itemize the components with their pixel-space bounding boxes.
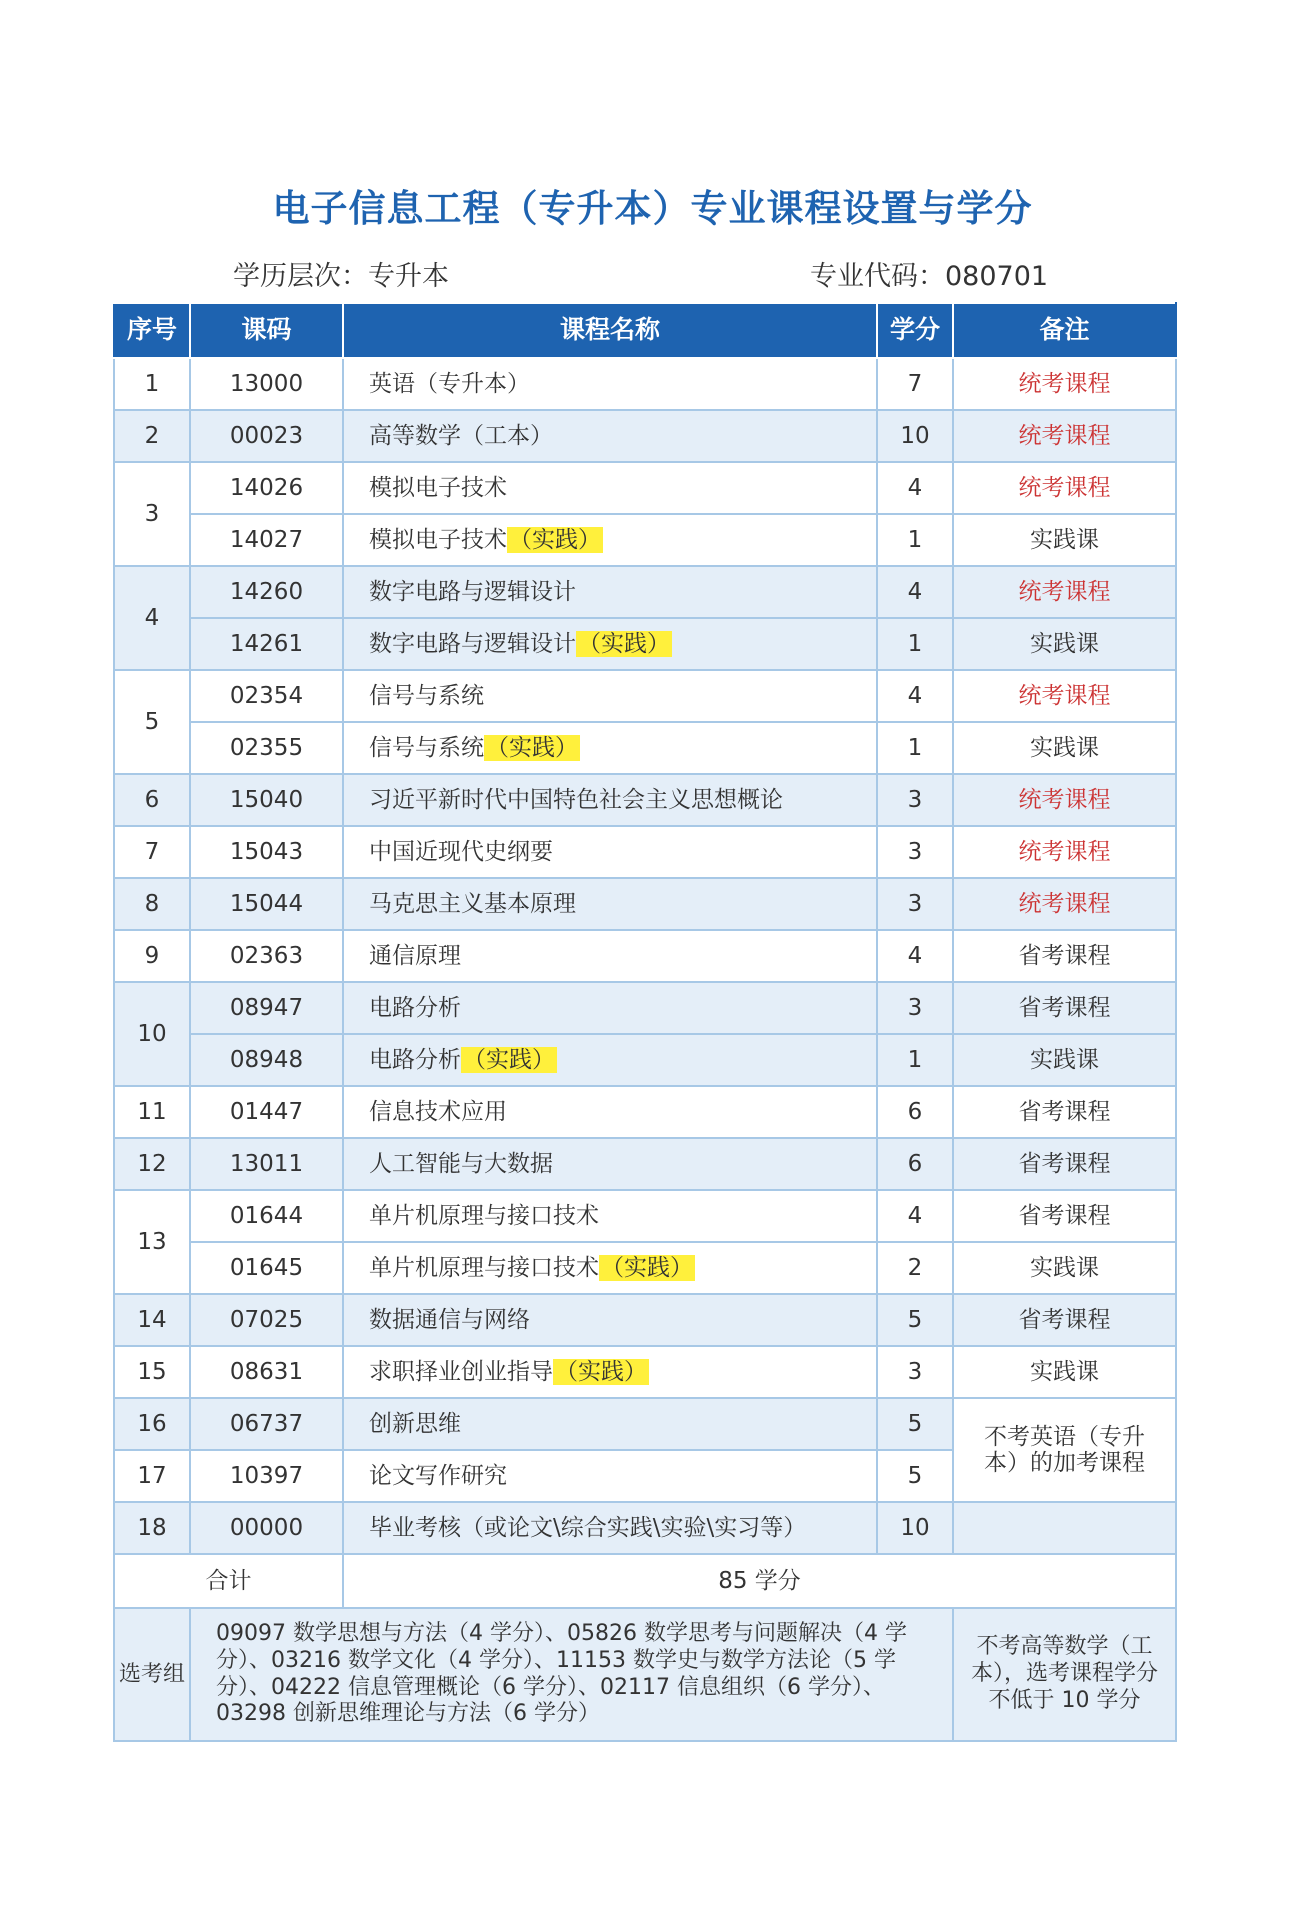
code-cell: 02363 [190, 930, 343, 982]
course-name-cell [343, 670, 877, 722]
course-name: 电路分析 [369, 1046, 461, 1073]
code-cell: 14261 [190, 618, 343, 670]
note-cell: 省考课程 [953, 930, 1176, 982]
credit-cell: 3 [877, 774, 953, 826]
course-name: 信号与系统 [369, 682, 484, 709]
header-note: 备注 [953, 303, 1176, 358]
table-row [114, 358, 1176, 410]
course-name-cell [343, 722, 877, 774]
practice-highlight: （实践） [486, 734, 578, 761]
course-name: 单片机原理与接口技术 [369, 1254, 599, 1281]
course-name-cell [343, 1398, 877, 1450]
note-cell: 省考课程 [953, 982, 1176, 1034]
practice-highlight: （实践） [509, 526, 601, 553]
seq-cell: 11 [114, 1086, 190, 1138]
elective-row [114, 1608, 1176, 1741]
course-name: 通信原理 [369, 942, 461, 969]
header-seq: 序号 [114, 303, 190, 358]
note-cell: 省考课程 [953, 1086, 1176, 1138]
seq-cell: 16 [114, 1398, 190, 1450]
course-name-cell [343, 566, 877, 618]
code-cell: 01447 [190, 1086, 343, 1138]
table-header-row [114, 303, 1176, 358]
credit-cell: 10 [877, 1502, 953, 1554]
course-name: 数字电路与逻辑设计 [369, 578, 576, 605]
note-cell: 统考课程 [953, 462, 1176, 514]
code-cell: 15044 [190, 878, 343, 930]
header-credit: 学分 [877, 303, 953, 358]
table-row [114, 982, 1176, 1034]
seq-cell: 18 [114, 1502, 190, 1554]
elective-courses: 09097 数学思想与方法（4 学分）、05826 数学思考与问题解决（4 学分）、03216 数学文化（4 学分）、11153 数学史与数学方法论（5 学分）、04222 信息管理概论（6 学分）、02117 信息组织（6 学分）、03298 创新思维理论与方法（6 学分） [190, 1608, 953, 1741]
seq-cell: 4 [114, 566, 190, 670]
practice-highlight: （实践） [601, 1254, 693, 1281]
code-cell: 00000 [190, 1502, 343, 1554]
table-row [114, 1294, 1176, 1346]
code-cell: 01644 [190, 1190, 343, 1242]
note-cell: 统考课程 [953, 878, 1176, 930]
code-cell: 15043 [190, 826, 343, 878]
table-row [114, 410, 1176, 462]
note-cell: 实践课 [953, 1346, 1176, 1398]
table-row [114, 618, 1176, 670]
note-cell: 统考课程 [953, 826, 1176, 878]
credit-cell: 4 [877, 462, 953, 514]
table-row [114, 826, 1176, 878]
code-cell: 13011 [190, 1138, 343, 1190]
course-name: 信息技术应用 [369, 1098, 507, 1125]
seq-cell: 10 [114, 982, 190, 1086]
note-cell: 实践课 [953, 722, 1176, 774]
credit-cell: 4 [877, 930, 953, 982]
seq-cell: 8 [114, 878, 190, 930]
course-name: 电路分析 [369, 994, 461, 1021]
credit-cell: 1 [877, 514, 953, 566]
practice-highlight: （实践） [555, 1358, 647, 1385]
seq-cell: 5 [114, 670, 190, 774]
course-name-cell [343, 514, 877, 566]
total-label: 合计 [114, 1554, 343, 1608]
note-cell: 统考课程 [953, 774, 1176, 826]
course-name: 模拟电子技术 [369, 474, 507, 501]
note-cell: 省考课程 [953, 1190, 1176, 1242]
credit-cell: 7 [877, 358, 953, 410]
course-name: 习近平新时代中国特色社会主义思想概论 [369, 786, 783, 813]
table-row [114, 1034, 1176, 1086]
course-name-cell [343, 618, 877, 670]
table-row [114, 1502, 1176, 1554]
course-name-cell [343, 982, 877, 1034]
note-cell: 实践课 [953, 514, 1176, 566]
credit-cell: 4 [877, 1190, 953, 1242]
course-name: 高等数学（工本） [369, 422, 553, 449]
note-cell: 实践课 [953, 618, 1176, 670]
code-cell: 06737 [190, 1398, 343, 1450]
table-row [114, 566, 1176, 618]
education-level: 学历层次：专升本 [233, 261, 449, 292]
table-row [114, 1346, 1176, 1398]
code-cell: 14027 [190, 514, 343, 566]
code-cell: 15040 [190, 774, 343, 826]
page-title: 电子信息工程（专升本）专业课程设置与学分 [272, 187, 1033, 230]
code-cell: 00023 [190, 410, 343, 462]
code-cell: 01645 [190, 1242, 343, 1294]
code-cell: 14260 [190, 566, 343, 618]
table-row [114, 462, 1176, 514]
note-cell: 实践课 [953, 1034, 1176, 1086]
note-cell: 省考课程 [953, 1138, 1176, 1190]
course-name-cell [343, 1242, 877, 1294]
course-name-cell [343, 1450, 877, 1502]
header-name: 课程名称 [343, 303, 877, 358]
seq-cell: 2 [114, 410, 190, 462]
course-name: 模拟电子技术 [369, 526, 507, 553]
note-cell: 统考课程 [953, 358, 1176, 410]
seq-cell: 17 [114, 1450, 190, 1502]
code-cell: 02355 [190, 722, 343, 774]
course-name-cell [343, 410, 877, 462]
note-cell: 统考课程 [953, 670, 1176, 722]
table-row [114, 1138, 1176, 1190]
practice-highlight: （实践） [578, 630, 670, 657]
code-cell: 13000 [190, 358, 343, 410]
credit-cell: 6 [877, 1138, 953, 1190]
seq-cell: 15 [114, 1346, 190, 1398]
table-row [114, 774, 1176, 826]
course-name-cell [343, 930, 877, 982]
note-cell [953, 1502, 1176, 1554]
note-cell: 统考课程 [953, 410, 1176, 462]
credit-cell: 3 [877, 878, 953, 930]
course-name: 英语（专升本） [369, 370, 530, 397]
course-name-cell [343, 1294, 877, 1346]
major-code: 专业代码：080701 [810, 261, 1049, 292]
credit-cell: 6 [877, 1086, 953, 1138]
course-name: 数据通信与网络 [369, 1306, 530, 1333]
credit-cell: 3 [877, 826, 953, 878]
course-name: 马克思主义基本原理 [369, 890, 576, 917]
course-name-cell [343, 1086, 877, 1138]
table-row [114, 1398, 1176, 1450]
note-cell: 不考英语（专升本）的加考课程 [953, 1398, 1176, 1502]
note-cell: 省考课程 [953, 1294, 1176, 1346]
credit-cell: 4 [877, 670, 953, 722]
seq-cell: 13 [114, 1190, 190, 1294]
credit-cell: 10 [877, 410, 953, 462]
table-row [114, 1086, 1176, 1138]
course-name: 求职择业创业指导 [369, 1358, 553, 1385]
header-code: 课码 [190, 303, 343, 358]
code-cell: 14026 [190, 462, 343, 514]
course-name: 毕业考核（或论文\综合实践\实验\实习等） [369, 1514, 807, 1541]
course-name-cell [343, 1034, 877, 1086]
seq-cell: 1 [114, 358, 190, 410]
table-row [114, 1190, 1176, 1242]
course-name-cell [343, 774, 877, 826]
credit-cell: 3 [877, 982, 953, 1034]
seq-cell: 12 [114, 1138, 190, 1190]
course-name-cell [343, 1502, 877, 1554]
code-cell: 08947 [190, 982, 343, 1034]
course-name-cell [343, 462, 877, 514]
course-name-cell [343, 826, 877, 878]
total-row [114, 1554, 1176, 1608]
credit-cell: 5 [877, 1398, 953, 1450]
code-cell: 08948 [190, 1034, 343, 1086]
total-value: 85 学分 [343, 1554, 1176, 1608]
credit-cell: 1 [877, 1034, 953, 1086]
course-name-cell [343, 1346, 877, 1398]
credit-cell: 1 [877, 618, 953, 670]
elective-label: 选考组 [114, 1608, 190, 1741]
table-row [114, 930, 1176, 982]
note-cell: 实践课 [953, 1242, 1176, 1294]
practice-highlight: （实践） [463, 1046, 555, 1073]
seq-cell: 7 [114, 826, 190, 878]
code-cell: 07025 [190, 1294, 343, 1346]
code-cell: 02354 [190, 670, 343, 722]
course-name: 创新思维 [369, 1410, 461, 1437]
course-name: 单片机原理与接口技术 [369, 1202, 599, 1229]
seq-cell: 6 [114, 774, 190, 826]
seq-cell: 14 [114, 1294, 190, 1346]
course-name-cell [343, 1138, 877, 1190]
table-row [114, 514, 1176, 566]
code-cell: 08631 [190, 1346, 343, 1398]
course-name: 中国近现代史纲要 [369, 838, 553, 865]
course-table [113, 302, 1177, 1742]
course-name-cell [343, 1190, 877, 1242]
course-name-cell [343, 358, 877, 410]
course-name-cell [343, 878, 877, 930]
course-name: 人工智能与大数据 [369, 1150, 553, 1177]
credit-cell: 5 [877, 1450, 953, 1502]
table-row [114, 670, 1176, 722]
table-row [114, 1242, 1176, 1294]
course-name: 数字电路与逻辑设计 [369, 630, 576, 657]
course-name: 论文写作研究 [369, 1462, 507, 1489]
table-row [114, 722, 1176, 774]
course-name: 信号与系统 [369, 734, 484, 761]
credit-cell: 1 [877, 722, 953, 774]
credit-cell: 4 [877, 566, 953, 618]
seq-cell: 9 [114, 930, 190, 982]
table-row [114, 878, 1176, 930]
credit-cell: 3 [877, 1346, 953, 1398]
credit-cell: 5 [877, 1294, 953, 1346]
credit-cell: 2 [877, 1242, 953, 1294]
code-cell: 10397 [190, 1450, 343, 1502]
note-cell: 统考课程 [953, 566, 1176, 618]
seq-cell: 3 [114, 462, 190, 566]
elective-note: 不考高等数学（工本），选考课程学分不低于 10 学分 [953, 1608, 1176, 1741]
